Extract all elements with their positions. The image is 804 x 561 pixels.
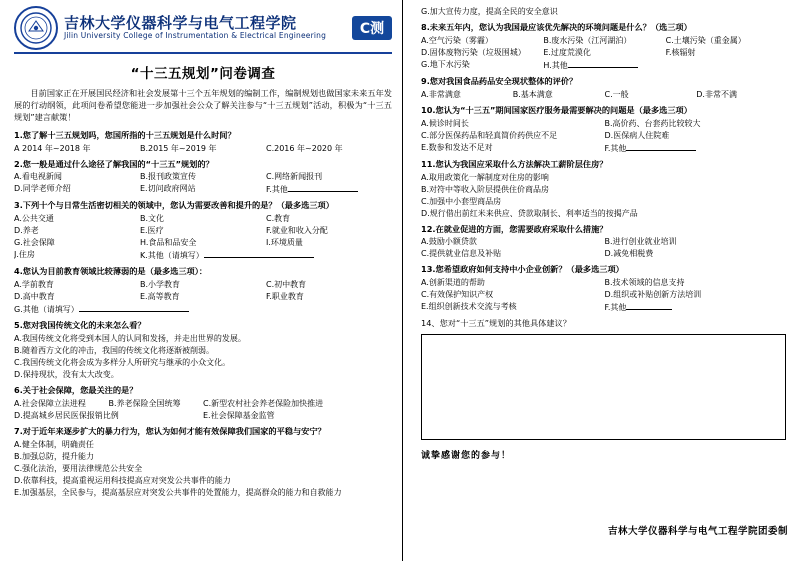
page-title: “十三五规划”问卷调查	[130, 66, 276, 82]
option[interactable]: A.鼓励小额贷款	[421, 237, 477, 247]
option[interactable]: A 2014 年~2018 年	[14, 143, 91, 153]
option[interactable]: A.取用政策化一解制度对住房的影响	[421, 172, 549, 182]
option[interactable]: C.2016 年~2020 年	[266, 143, 343, 153]
option[interactable]: A.创新渠道的帮助	[421, 278, 485, 288]
option[interactable]: B.对符中等收入阶层提供住价商品房	[421, 184, 550, 194]
option[interactable]: D.依靠科技，提高重视运用科技提高应对突发公共事件的能力	[14, 475, 231, 485]
question-9-options	[421, 89, 788, 101]
question-3: 3.下列十个与日常生活密切相关的领域中，您认为需要改善和提升的是？（最多选三项）	[14, 200, 334, 211]
question-5: 5.您对我国传统文化的未来怎么看？	[14, 320, 146, 331]
option[interactable]: E.高等教育	[140, 292, 180, 302]
masthead-title-cn: 吉林大学仪器科学与电气工程学院	[64, 14, 297, 33]
masthead-text	[64, 15, 346, 40]
option[interactable]: A.空气污染（雾霾）	[421, 35, 493, 45]
option[interactable]: B.进行创业就业培训	[604, 237, 677, 247]
option[interactable]: B.随着西方文化的冲击，我国的传统文化将逐渐被削弱。	[14, 346, 215, 356]
option[interactable]: C.有效保护知识产权	[421, 290, 494, 300]
option[interactable]: A.社会保障立法进程	[14, 399, 86, 409]
option[interactable]: C.土壤污染（重金属）	[665, 35, 746, 45]
option[interactable]: D.组织或补贴创新方法培训	[604, 290, 702, 300]
option[interactable]: A.非常满意	[421, 89, 461, 99]
question-8: 8.未来五年内，您认为我国最应该优先解决的环境问题是什么？（选三项）	[421, 22, 692, 32]
option[interactable]: G.地下水污染	[421, 59, 470, 69]
question-13: 13.您希望政府如何支持中小企业创新？（最多选三项）	[421, 264, 624, 275]
option[interactable]: F.职业教育	[266, 292, 304, 302]
option[interactable]: E.数参和发达不足对	[421, 142, 493, 152]
option-label: F.其他	[604, 143, 627, 153]
option[interactable]: D.固体废物污染（垃圾围城）	[421, 47, 526, 57]
question-12: 12.在就业促进的方面，您需要政府采取什么措施？	[421, 223, 608, 234]
question-7-options	[14, 439, 392, 499]
write-in-blank[interactable]	[568, 59, 638, 68]
option[interactable]: D.高中教育	[14, 292, 55, 302]
question-1: 1.您了解十三五规划吗，您国所指的十三五规划是什么时间？	[14, 129, 236, 140]
question-1-options	[14, 143, 392, 155]
option[interactable]: A.公共交通	[14, 214, 54, 224]
write-in-blank[interactable]	[79, 303, 189, 312]
option[interactable]: B.报刊政策宣传	[140, 172, 197, 182]
intro-paragraph: 目前国家正在开展国民经济和社会发展第十三个五年规划的编制工作，编制规划也做国家未来五年发展的行动纲领，此项问卷希望您能进一步加强社会公众了解关注参与“十三五规划”活动，积极为“十三五规划”建言献策！	[14, 88, 392, 122]
option[interactable]: C.教育	[266, 214, 291, 224]
option[interactable]: B.文化	[140, 214, 165, 224]
college-logo-icon	[352, 16, 392, 40]
question-2: 2.您一般是通过什么途径了解我国的“十三五”规划的？	[14, 158, 214, 169]
question-6-options	[14, 398, 392, 422]
option[interactable]: D.非常不满	[696, 89, 737, 99]
option[interactable]: J.住房	[14, 250, 35, 260]
option[interactable]: C.一般	[604, 89, 629, 99]
option[interactable]: E.医疗	[140, 226, 164, 236]
option[interactable]: E.组织创新技术交流与考核	[421, 302, 517, 312]
question-6: 6.关于社会保障，您最关注的是？	[14, 385, 138, 396]
question-10-options	[421, 118, 788, 155]
option[interactable]: C.网络新闻报刊	[266, 172, 323, 182]
masthead-title-en: Jilin University College of Instrumentation & Electrical Engineering	[64, 31, 327, 41]
option[interactable]: D.提高城乡居民医保报销比例	[14, 411, 119, 421]
question-14: 14、您对“十三五”规划的其他具体建议？	[421, 318, 571, 329]
question-11: 11.您认为我国应采取什么方法解决工薪阶层住房？	[421, 158, 608, 169]
thanks-message: 诚挚感谢您的参与！	[421, 451, 512, 462]
question-13-options	[421, 277, 788, 314]
option[interactable]: C.初中教育	[266, 280, 307, 290]
option[interactable]: B.小学教育	[140, 280, 181, 290]
option[interactable]: C.强化法治，要用法律规范公共安全	[14, 463, 143, 473]
question-11-options	[421, 172, 788, 220]
write-in-blank[interactable]	[626, 142, 696, 151]
university-crest-icon	[14, 6, 58, 50]
option[interactable]: B.加强总防，提升能力	[14, 451, 95, 461]
option[interactable]: C.加强中小套型商品房	[421, 196, 502, 206]
question-12-options	[421, 236, 788, 260]
option[interactable]: D.养老	[14, 226, 39, 236]
option[interactable]: G.加大宣传力度，提高全民的安全意识	[421, 7, 558, 16]
option[interactable]: B.养老保险全国统筹	[108, 399, 181, 409]
option[interactable]: C.我国传统文化将会成为多样分人所研究与继承的小众文化。	[14, 358, 231, 368]
option[interactable]	[14, 303, 392, 316]
question-4-options	[14, 279, 392, 316]
option[interactable]: E.切问政府网站	[140, 184, 196, 194]
option[interactable]: D.同学老师介绍	[14, 184, 71, 194]
signature-line: 吉林大学仪器科学与电气工程学院团委制	[607, 526, 788, 537]
question-9: 9.您对我国食品药品安全现状整体的评价？	[421, 75, 578, 86]
question-10: 10.您认为“十三五”期间国家医疗服务最需要解决的问题是（最多选三项）	[421, 104, 692, 115]
option[interactable]: B.高价药、台套药比较较大	[604, 118, 701, 128]
option[interactable]: C.部分医保药品和轻真简价药供应不足	[421, 130, 558, 140]
option[interactable]: E.社会保障基金监管	[203, 411, 275, 421]
option[interactable]: D.保持现状，没有太大改变。	[14, 370, 119, 380]
college-logo-text: C测	[359, 21, 385, 37]
option[interactable]: B.基本满意	[512, 89, 553, 99]
option[interactable]: B.技术领域的信息支持	[604, 278, 685, 288]
write-in-blank[interactable]	[626, 301, 672, 310]
option[interactable]: A.健全体制，明确责任	[14, 439, 94, 449]
option[interactable]: I.环境质量	[266, 238, 303, 248]
option[interactable]: C.提供就业信息及补贴	[421, 249, 502, 259]
write-in-blank[interactable]	[288, 183, 358, 192]
option[interactable]: E.过度荒漠化	[543, 47, 591, 57]
option[interactable]: B.废水污染（江河湖泊）	[543, 35, 632, 45]
write-in-blank[interactable]	[204, 249, 314, 258]
question-4: 4.您认为目前教育领域比较薄弱的是（最多选三项）：	[14, 266, 208, 277]
option[interactable]: A.候诊时间长	[421, 118, 469, 128]
question-7-continued-options	[421, 6, 788, 18]
option-label: H.其他	[543, 60, 568, 70]
option[interactable]: F.就业和收入分配	[266, 226, 328, 236]
option[interactable]: D.医保病人住院难	[604, 130, 670, 140]
option[interactable]	[266, 183, 392, 196]
question-7: 7.对于近年来逐步扩大的暴力行为，您认为如何才能有效保障我们国家的平稳与安宁？	[14, 426, 326, 437]
option[interactable]: E.加强基层，全民参与，提高基层应对突发公共事件的处置能力，提高群众的能力和自救能力	[14, 487, 342, 497]
option-label: F.其他	[604, 303, 627, 313]
option[interactable]: A.看电视新闻	[14, 172, 62, 182]
option[interactable]: D.规行借出前红米来供应、贷款取制长、利率适当的按揭产品	[421, 208, 638, 218]
free-text-answer-box[interactable]	[421, 334, 786, 440]
option[interactable]	[140, 249, 392, 262]
option[interactable]: C.新型农村社会养老保险加快推进	[203, 399, 324, 409]
option[interactable]: D.减免相税费	[604, 249, 654, 259]
option[interactable]	[543, 59, 788, 72]
option[interactable]: A.我国传统文化将受到本国人的认同和发扬，并走出世界的发展。	[14, 334, 246, 344]
option[interactable]: F.核辐射	[665, 47, 696, 57]
question-3-options	[14, 213, 392, 262]
masthead	[14, 6, 392, 54]
option-label: G.其他（请填写）	[14, 305, 79, 315]
option[interactable]	[605, 301, 789, 314]
question-2-options	[14, 171, 392, 196]
option[interactable]: G.社会保障	[14, 238, 55, 248]
question-5-options	[14, 333, 392, 381]
option[interactable]: A.学前教育	[14, 280, 54, 290]
option-label: F.其他	[266, 185, 288, 195]
question-8-options	[421, 35, 788, 72]
right-column	[402, 0, 804, 561]
option[interactable]: B.2015 年~2019 年	[140, 143, 217, 153]
option[interactable]	[605, 142, 789, 155]
option-label: K.其他（请填写）	[140, 251, 204, 261]
option[interactable]: H.食品和品安全	[140, 238, 197, 248]
